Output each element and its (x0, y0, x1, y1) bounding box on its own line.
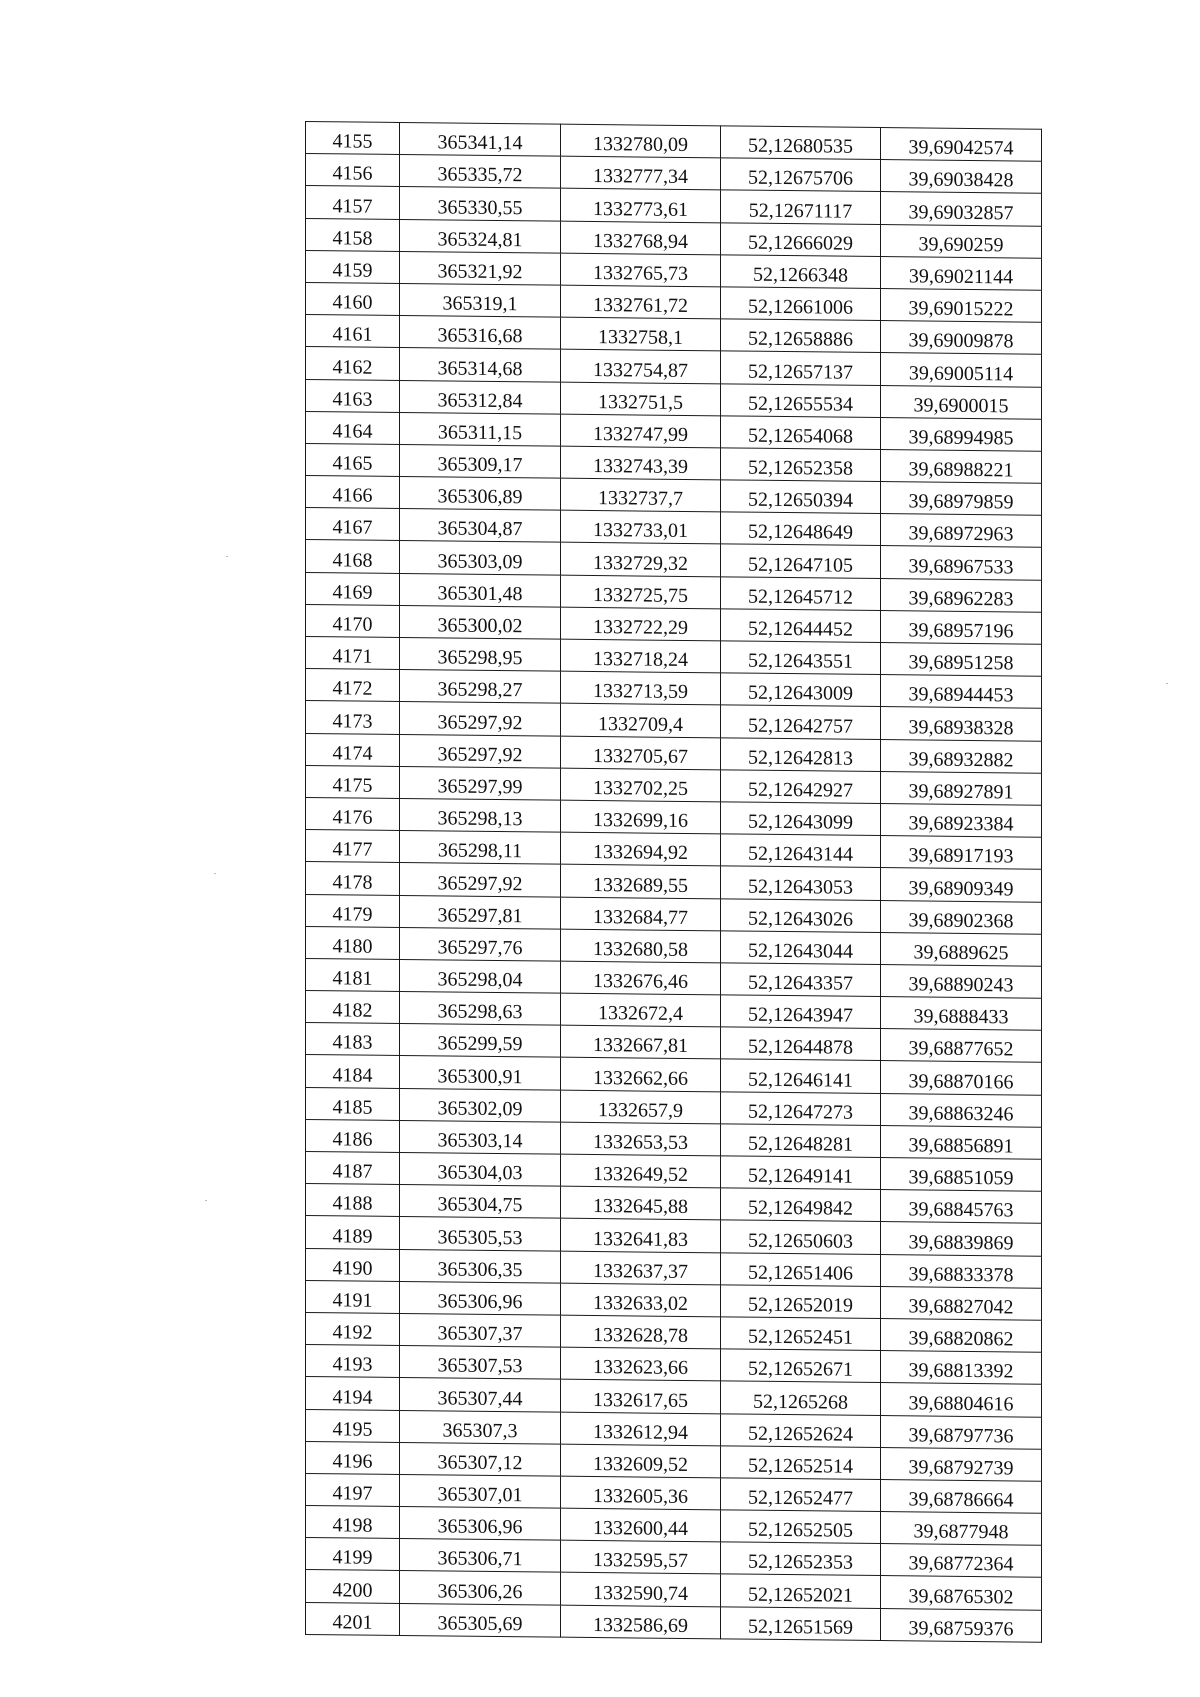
point-number-cell: 4191 (306, 1280, 400, 1313)
y-coordinate-cell: 1332672,4 (561, 993, 721, 1027)
point-number-cell: 4171 (306, 637, 400, 670)
x-coordinate-cell: 365304,87 (400, 509, 561, 543)
longitude-cell: 39,69038428 (881, 160, 1042, 194)
coordinates-table-body (306, 122, 1042, 1643)
point-number-cell: 4156 (306, 154, 400, 187)
x-coordinate-cell: 365307,53 (400, 1346, 561, 1380)
latitude-cell: 52,12647105 (721, 544, 881, 578)
latitude-cell: 52,12643551 (721, 641, 881, 675)
latitude-cell: 52,12655534 (721, 383, 881, 417)
latitude-cell: 52,1266348 (721, 255, 881, 289)
point-number-cell: 4190 (306, 1248, 400, 1281)
latitude-cell: 52,12642927 (721, 770, 881, 804)
latitude-cell: 52,12652671 (721, 1349, 881, 1383)
y-coordinate-cell: 1332605,36 (561, 1476, 721, 1510)
y-coordinate-cell: 1332773,61 (561, 189, 721, 223)
y-coordinate-cell: 1332737,7 (561, 478, 721, 512)
longitude-cell: 39,68957196 (881, 610, 1042, 644)
latitude-cell: 52,12658886 (721, 319, 881, 353)
y-coordinate-cell: 1332743,39 (561, 446, 721, 480)
point-number-cell: 4178 (306, 862, 400, 895)
x-coordinate-cell: 365302,09 (400, 1088, 561, 1122)
point-number-cell: 4179 (306, 894, 400, 927)
point-number-cell: 4172 (306, 669, 400, 702)
point-number-cell: 4186 (306, 1119, 400, 1152)
longitude-cell: 39,6889625 (881, 932, 1042, 966)
longitude-cell: 39,68863246 (881, 1093, 1042, 1127)
y-coordinate-cell: 1332645,88 (561, 1186, 721, 1220)
x-coordinate-cell: 365297,81 (400, 895, 561, 929)
latitude-cell: 52,1265268 (721, 1381, 881, 1415)
latitude-cell: 52,12650603 (721, 1220, 881, 1254)
point-number-cell: 4168 (306, 540, 400, 573)
longitude-cell: 39,68827042 (881, 1286, 1042, 1320)
point-number-cell: 4174 (306, 733, 400, 766)
longitude-cell: 39,68845763 (881, 1190, 1042, 1224)
latitude-cell: 52,12666029 (721, 222, 881, 256)
x-coordinate-cell: 365303,09 (400, 541, 561, 575)
x-coordinate-cell: 365335,72 (400, 155, 561, 189)
point-number-cell: 4199 (306, 1538, 400, 1571)
x-coordinate-cell: 365307,37 (400, 1313, 561, 1347)
y-coordinate-cell: 1332765,73 (561, 253, 721, 287)
x-coordinate-cell: 365304,75 (400, 1185, 561, 1219)
x-coordinate-cell: 365304,03 (400, 1152, 561, 1186)
longitude-cell: 39,68890243 (881, 964, 1042, 998)
longitude-cell: 39,68877652 (881, 1029, 1042, 1063)
y-coordinate-cell: 1332729,32 (561, 543, 721, 577)
longitude-cell: 39,6900015 (881, 385, 1042, 419)
longitude-cell: 39,68765302 (881, 1576, 1042, 1610)
latitude-cell: 52,12643053 (721, 866, 881, 900)
x-coordinate-cell: 365314,68 (400, 348, 561, 382)
latitude-cell: 52,12654068 (721, 416, 881, 450)
latitude-cell: 52,12650394 (721, 480, 881, 514)
latitude-cell: 52,12649842 (721, 1188, 881, 1222)
point-number-cell: 4173 (306, 701, 400, 734)
point-number-cell: 4164 (306, 411, 400, 444)
x-coordinate-cell: 365297,99 (400, 766, 561, 800)
point-number-cell: 4176 (306, 797, 400, 830)
point-number-cell: 4157 (306, 186, 400, 219)
y-coordinate-cell: 1332623,66 (561, 1347, 721, 1381)
y-coordinate-cell: 1332641,83 (561, 1219, 721, 1253)
point-number-cell: 4187 (306, 1152, 400, 1185)
longitude-cell: 39,68967533 (881, 546, 1042, 580)
point-number-cell: 4198 (306, 1506, 400, 1539)
longitude-cell: 39,68759376 (881, 1608, 1042, 1642)
point-number-cell: 4196 (306, 1441, 400, 1474)
y-coordinate-cell: 1332628,78 (561, 1315, 721, 1349)
point-number-cell: 4177 (306, 830, 400, 863)
longitude-cell: 39,6888433 (881, 997, 1042, 1031)
longitude-cell: 39,68972963 (881, 514, 1042, 548)
x-coordinate-cell: 365300,02 (400, 605, 561, 639)
latitude-cell: 52,12657137 (721, 351, 881, 385)
point-number-cell: 4165 (306, 443, 400, 476)
x-coordinate-cell: 365305,69 (400, 1603, 561, 1637)
point-number-cell: 4155 (306, 122, 400, 155)
longitude-cell: 39,68902368 (881, 900, 1042, 934)
latitude-cell: 52,12644878 (721, 1027, 881, 1061)
y-coordinate-cell: 1332699,16 (561, 800, 721, 834)
y-coordinate-cell: 1332676,46 (561, 961, 721, 995)
latitude-cell: 52,12649141 (721, 1156, 881, 1190)
longitude-cell: 39,69015222 (881, 288, 1042, 322)
x-coordinate-cell: 365312,84 (400, 380, 561, 414)
y-coordinate-cell: 1332649,52 (561, 1154, 721, 1188)
latitude-cell: 52,12652477 (721, 1478, 881, 1512)
latitude-cell: 52,12652514 (721, 1446, 881, 1480)
longitude-cell: 39,68988221 (881, 449, 1042, 483)
y-coordinate-cell: 1332713,59 (561, 671, 721, 705)
longitude-cell: 39,69021144 (881, 256, 1042, 290)
x-coordinate-cell: 365300,91 (400, 1056, 561, 1090)
x-coordinate-cell: 365319,1 (400, 283, 561, 317)
point-number-cell: 4182 (306, 991, 400, 1024)
point-number-cell: 4189 (306, 1216, 400, 1249)
latitude-cell: 52,12643947 (721, 995, 881, 1029)
longitude-cell: 39,68833378 (881, 1254, 1042, 1288)
x-coordinate-cell: 365306,89 (400, 477, 561, 511)
latitude-cell: 52,12652451 (721, 1317, 881, 1351)
latitude-cell: 52,12661006 (721, 287, 881, 321)
y-coordinate-cell: 1332600,44 (561, 1508, 721, 1542)
longitude-cell: 39,68870166 (881, 1061, 1042, 1095)
latitude-cell: 52,12643026 (721, 898, 881, 932)
point-number-cell: 4181 (306, 958, 400, 991)
x-coordinate-cell: 365321,92 (400, 251, 561, 285)
x-coordinate-cell: 365307,12 (400, 1442, 561, 1476)
point-number-cell: 4185 (306, 1087, 400, 1120)
x-coordinate-cell: 365298,11 (400, 831, 561, 865)
x-coordinate-cell: 365306,71 (400, 1539, 561, 1573)
x-coordinate-cell: 365306,96 (400, 1281, 561, 1315)
longitude-cell: 39,68909349 (881, 868, 1042, 902)
y-coordinate-cell: 1332747,99 (561, 414, 721, 448)
point-number-cell: 4195 (306, 1409, 400, 1442)
longitude-cell: 39,6877948 (881, 1512, 1042, 1546)
x-coordinate-cell: 365297,92 (400, 863, 561, 897)
point-number-cell: 4169 (306, 572, 400, 605)
y-coordinate-cell: 1332657,9 (561, 1090, 721, 1124)
longitude-cell: 39,68951258 (881, 643, 1042, 677)
latitude-cell: 52,12648281 (721, 1124, 881, 1158)
x-coordinate-cell: 365299,59 (400, 1024, 561, 1058)
y-coordinate-cell: 1332754,87 (561, 349, 721, 383)
scan-speck (226, 556, 228, 557)
y-coordinate-cell: 1332768,94 (561, 221, 721, 255)
latitude-cell: 52,12645712 (721, 576, 881, 610)
latitude-cell: 52,12651406 (721, 1252, 881, 1286)
latitude-cell: 52,12675706 (721, 158, 881, 192)
longitude-cell: 39,68851059 (881, 1158, 1042, 1192)
y-coordinate-cell: 1332633,02 (561, 1283, 721, 1317)
latitude-cell: 52,12680535 (721, 126, 881, 160)
point-number-cell: 4159 (306, 250, 400, 283)
point-number-cell: 4193 (306, 1345, 400, 1378)
longitude-cell: 39,68944453 (881, 675, 1042, 709)
longitude-cell: 39,68820862 (881, 1318, 1042, 1352)
y-coordinate-cell: 1332709,4 (561, 704, 721, 738)
latitude-cell: 52,12643144 (721, 834, 881, 868)
longitude-cell: 39,68813392 (881, 1351, 1042, 1385)
longitude-cell: 39,68923384 (881, 803, 1042, 837)
y-coordinate-cell: 1332609,52 (561, 1444, 721, 1478)
latitude-cell: 52,12652624 (721, 1413, 881, 1447)
point-number-cell: 4201 (306, 1602, 400, 1635)
latitude-cell: 52,12652505 (721, 1510, 881, 1544)
x-coordinate-cell: 365297,76 (400, 927, 561, 961)
longitude-cell: 39,68927891 (881, 771, 1042, 805)
longitude-cell: 39,690259 (881, 224, 1042, 258)
point-number-cell: 4197 (306, 1473, 400, 1506)
latitude-cell: 52,12643009 (721, 673, 881, 707)
longitude-cell: 39,69005114 (881, 353, 1042, 387)
latitude-cell: 52,12642813 (721, 737, 881, 771)
y-coordinate-cell: 1332689,55 (561, 864, 721, 898)
x-coordinate-cell: 365330,55 (400, 187, 561, 221)
x-coordinate-cell: 365306,26 (400, 1571, 561, 1605)
scan-speck (205, 1200, 207, 1201)
latitude-cell: 52,12646141 (721, 1059, 881, 1093)
longitude-cell: 39,68917193 (881, 836, 1042, 870)
x-coordinate-cell: 365307,3 (400, 1410, 561, 1444)
latitude-cell: 52,12647273 (721, 1091, 881, 1125)
y-coordinate-cell: 1332612,94 (561, 1412, 721, 1446)
latitude-cell: 52,12652021 (721, 1574, 881, 1608)
point-number-cell: 4166 (306, 476, 400, 509)
latitude-cell: 52,12652019 (721, 1285, 881, 1319)
y-coordinate-cell: 1332702,25 (561, 768, 721, 802)
longitude-cell: 39,69032857 (881, 192, 1042, 226)
latitude-cell: 52,12643099 (721, 802, 881, 836)
y-coordinate-cell: 1332718,24 (561, 639, 721, 673)
x-coordinate-cell: 365316,68 (400, 316, 561, 350)
point-number-cell: 4158 (306, 218, 400, 251)
x-coordinate-cell: 365301,48 (400, 573, 561, 607)
y-coordinate-cell: 1332662,66 (561, 1058, 721, 1092)
x-coordinate-cell: 365305,53 (400, 1217, 561, 1251)
point-number-cell: 4188 (306, 1184, 400, 1217)
y-coordinate-cell: 1332725,75 (561, 575, 721, 609)
y-coordinate-cell: 1332667,81 (561, 1025, 721, 1059)
point-number-cell: 4192 (306, 1312, 400, 1345)
x-coordinate-cell: 365341,14 (400, 122, 561, 156)
point-number-cell: 4180 (306, 926, 400, 959)
x-coordinate-cell: 365297,92 (400, 734, 561, 768)
longitude-cell: 39,68804616 (881, 1383, 1042, 1417)
x-coordinate-cell: 365298,63 (400, 992, 561, 1026)
coordinates-table (305, 121, 1042, 1643)
x-coordinate-cell: 365298,27 (400, 670, 561, 704)
y-coordinate-cell: 1332653,53 (561, 1122, 721, 1156)
y-coordinate-cell: 1332637,37 (561, 1251, 721, 1285)
latitude-cell: 52,12648649 (721, 512, 881, 546)
y-coordinate-cell: 1332684,77 (561, 897, 721, 931)
point-number-cell: 4200 (306, 1570, 400, 1603)
table-row (306, 1602, 1042, 1642)
scan-speck (214, 873, 216, 874)
y-coordinate-cell: 1332733,01 (561, 510, 721, 544)
x-coordinate-cell: 365307,01 (400, 1474, 561, 1508)
point-number-cell: 4184 (306, 1055, 400, 1088)
y-coordinate-cell: 1332586,69 (561, 1605, 721, 1639)
point-number-cell: 4160 (306, 282, 400, 315)
x-coordinate-cell: 365298,95 (400, 637, 561, 671)
y-coordinate-cell: 1332777,34 (561, 156, 721, 190)
longitude-cell: 39,68797736 (881, 1415, 1042, 1449)
longitude-cell: 39,68938328 (881, 707, 1042, 741)
latitude-cell: 52,12644452 (721, 609, 881, 643)
y-coordinate-cell: 1332761,72 (561, 285, 721, 319)
y-coordinate-cell: 1332694,92 (561, 832, 721, 866)
x-coordinate-cell: 365298,04 (400, 959, 561, 993)
longitude-cell: 39,68932882 (881, 739, 1042, 773)
point-number-cell: 4183 (306, 1023, 400, 1056)
latitude-cell: 52,12651569 (721, 1606, 881, 1640)
latitude-cell: 52,12642757 (721, 705, 881, 739)
latitude-cell: 52,12643357 (721, 963, 881, 997)
longitude-cell: 39,68772364 (881, 1544, 1042, 1578)
y-coordinate-cell: 1332617,65 (561, 1379, 721, 1413)
y-coordinate-cell: 1332722,29 (561, 607, 721, 641)
x-coordinate-cell: 365303,14 (400, 1120, 561, 1154)
latitude-cell: 52,12652358 (721, 448, 881, 482)
y-coordinate-cell: 1332780,09 (561, 124, 721, 158)
x-coordinate-cell: 365324,81 (400, 219, 561, 253)
longitude-cell: 39,68994985 (881, 417, 1042, 451)
x-coordinate-cell: 365311,15 (400, 412, 561, 446)
latitude-cell: 52,12652353 (721, 1542, 881, 1576)
point-number-cell: 4162 (306, 347, 400, 380)
y-coordinate-cell: 1332758,1 (561, 317, 721, 351)
x-coordinate-cell: 365307,44 (400, 1378, 561, 1412)
longitude-cell: 39,68792739 (881, 1447, 1042, 1481)
point-number-cell: 4175 (306, 765, 400, 798)
longitude-cell: 39,68856891 (881, 1125, 1042, 1159)
y-coordinate-cell: 1332680,58 (561, 929, 721, 963)
point-number-cell: 4161 (306, 315, 400, 348)
x-coordinate-cell: 365306,35 (400, 1249, 561, 1283)
longitude-cell: 39,69009878 (881, 321, 1042, 355)
x-coordinate-cell: 365297,92 (400, 702, 561, 736)
longitude-cell: 39,69042574 (881, 128, 1042, 162)
longitude-cell: 39,68786664 (881, 1479, 1042, 1513)
x-coordinate-cell: 365298,13 (400, 798, 561, 832)
y-coordinate-cell: 1332751,5 (561, 382, 721, 416)
y-coordinate-cell: 1332705,67 (561, 736, 721, 770)
x-coordinate-cell: 365306,96 (400, 1507, 561, 1541)
y-coordinate-cell: 1332590,74 (561, 1573, 721, 1607)
x-coordinate-cell: 365309,17 (400, 444, 561, 478)
point-number-cell: 4167 (306, 508, 400, 541)
point-number-cell: 4163 (306, 379, 400, 412)
y-coordinate-cell: 1332595,57 (561, 1540, 721, 1574)
scan-speck (1166, 683, 1168, 684)
latitude-cell: 52,12643044 (721, 931, 881, 965)
longitude-cell: 39,68962283 (881, 578, 1042, 612)
point-number-cell: 4194 (306, 1377, 400, 1410)
longitude-cell: 39,68979859 (881, 482, 1042, 516)
latitude-cell: 52,12671117 (721, 190, 881, 224)
longitude-cell: 39,68839869 (881, 1222, 1042, 1256)
point-number-cell: 4170 (306, 604, 400, 637)
